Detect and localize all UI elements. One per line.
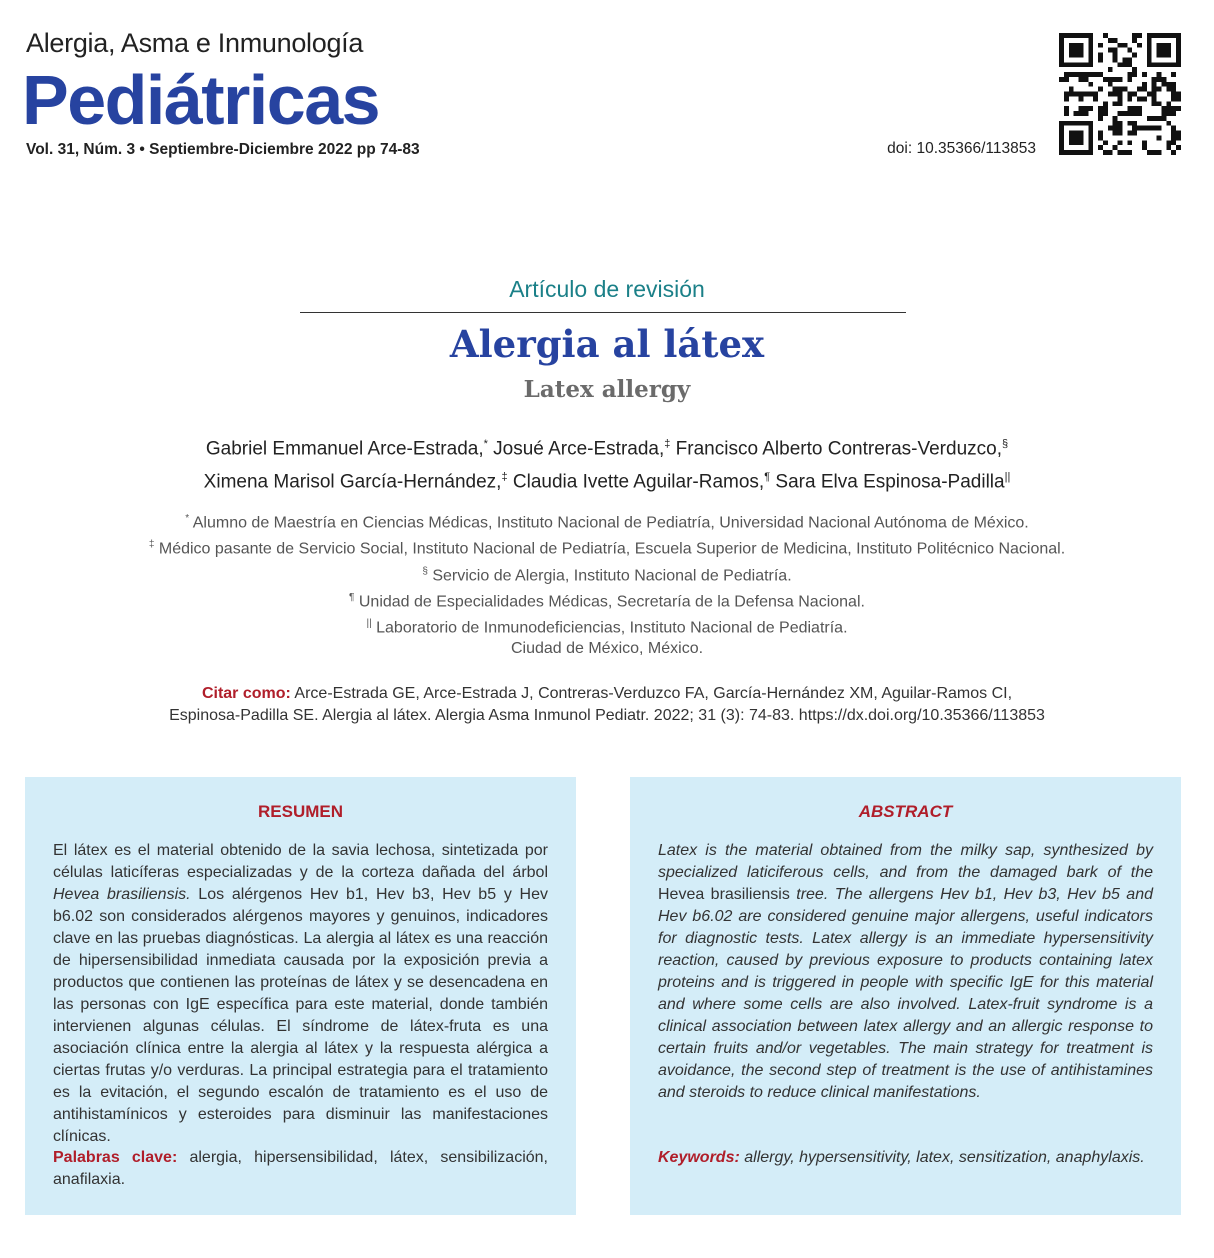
abstract-text-part: Latex is the material obtained from the milky sap, synthesized by specialized laticiferous cells, and from the damaged bark of the: [658, 842, 1153, 881]
abstract-keywords: [658, 1147, 1153, 1169]
author-mark: ‡: [664, 438, 671, 450]
affiliation-item: [0, 534, 1214, 560]
city: Ciudad de México, México.: [510, 640, 704, 657]
affiliation-mark: *: [185, 513, 190, 524]
author-mark: ||: [1004, 471, 1011, 484]
abstract-box: [630, 777, 1181, 1215]
affiliation-text: Unidad de Especialidades Médicas, Secretaría de la Defensa Nacional.: [354, 593, 865, 611]
resumen-keywords: [53, 1147, 548, 1191]
author-list: [0, 430, 1214, 497]
author-line: [0, 430, 1214, 463]
article-title-english: Latex allergy: [523, 376, 691, 403]
resumen-text: [53, 840, 548, 1148]
keywords-text: alergia, hipersensibilidad, látex, sensibilización, anafilaxia.: [53, 1149, 548, 1188]
affiliation-item: [0, 613, 1214, 639]
author-mark: ¶: [764, 471, 771, 484]
affiliation-item: [0, 561, 1214, 587]
journal-subtitle: Alergia, Asma e Inmunología: [26, 28, 364, 58]
affiliation-text: Médico pasante de Servicio Social, Instituto Nacional de Pediatría, Escuela Superior de Medicina, Instituto Politécnico Nacional.: [154, 540, 1066, 558]
author-name: Josué Arce-Estrada,: [487, 438, 665, 460]
resumen-heading: RESUMEN: [257, 802, 343, 821]
qr-code-icon: [1059, 33, 1181, 155]
abstract-species: Hevea brasiliensis: [658, 886, 790, 903]
author-mark: *: [483, 438, 488, 450]
affiliation-item: [0, 508, 1214, 534]
affiliation-mark: §: [422, 565, 428, 577]
journal-title: Pediátricas: [22, 61, 380, 139]
citation-line: [0, 683, 1214, 705]
author-name: Sara Elva Espinosa-Padilla: [770, 471, 1005, 493]
citation-text: Arce-Estrada GE, Arce-Estrada J, Contreras-Verduzco FA, García-Hernández XM, Aguilar-Ramos CI,: [290, 685, 1013, 702]
resumen-species: Hevea brasiliensis.: [53, 886, 191, 903]
resumen-box: [25, 777, 576, 1215]
article-type: Artículo de revisión: [509, 276, 705, 302]
affiliation-mark: ‡: [148, 539, 155, 551]
keywords-label: Palabras clave:: [53, 1149, 178, 1166]
author-mark: ‡: [501, 471, 508, 484]
affiliation-list: [0, 508, 1214, 640]
author-mark: §: [1001, 438, 1009, 450]
keywords-label: Keywords:: [658, 1149, 740, 1166]
resumen-text-part: El látex es el material obtenido de la savia lechosa, sintetizada por células laticíferas especializadas y de la corteza dañada del árbol: [53, 842, 548, 881]
author-name: Gabriel Emmanuel Arce-Estrada,: [205, 438, 484, 460]
author-name: Claudia Ivette Aguilar-Ramos,: [507, 471, 765, 493]
abstract-text-part: tree. The allergens Hev b1, Hev b3, Hev b5 and Hev b6.02 are considered genuine major allergens, useful indicators for diagnostic tests. Latex allergy is an immediate hypersensitivity reaction, caused by previous exposure to products containing latex proteins and is triggered in people with specific IgE for this material and where some cells are also involved. Latex-fruit syndrome is a clinical association between latex allergy and an allergic response to certain fruits and/or vegetables. The main strategy for treatment is avoidance, the second step of treatment is the use of antihistamines and steroids to reduce clinical manifestations.: [658, 886, 1153, 1101]
abstract-text: [658, 840, 1153, 1104]
author-name: Francisco Alberto Contreras-Verduzco,: [670, 438, 1002, 460]
affiliation-text: Laboratorio de Inmunodeficiencias, Instituto Nacional de Pediatría.: [371, 619, 848, 637]
affiliation-mark: ||: [366, 618, 372, 630]
doi-text: doi: 10.35366/113853: [887, 140, 1036, 157]
article-title: Alergia al látex: [449, 322, 765, 366]
author-line: [0, 463, 1214, 496]
citation-label: Citar como:: [201, 685, 291, 702]
keywords-text: allergy, hypersensitivity, latex, sensitization, anaphylaxis.: [739, 1149, 1145, 1166]
resumen-text-part: Los alérgenos Hev b1, Hev b3, Hev b5 y Hev b6.02 son considerados alérgenos mayores y genuinos, indicadores clave en las pruebas diagnósticas. La alergia al látex es una reacción de hipersensibilidad inmediata causada por la exposición previa a productos que contienen las proteínas de látex y se desencadena en las personas con IgE específica para este material, donde también intervienen algunas células. El síndrome de látex-fruta es una asociación clínica entre la alergia al látex y la respuesta alérgica a ciertas frutas y/o verduras. La principal estrategia para el tratamiento es la evitación, el segundo escalón de tratamiento es el uso de antihistamínicos y esteroides para disminuir las manifestaciones clínicas.: [53, 886, 548, 1145]
affiliation-item: [0, 587, 1214, 613]
title-rule: [300, 312, 906, 313]
affiliation-text: Servicio de Alergia, Instituto Nacional de Pediatría.: [427, 566, 792, 584]
citation: [0, 683, 1214, 727]
affiliation-mark: ¶: [349, 591, 355, 603]
issue-info: Vol. 31, Núm. 3 • Septiembre-Diciembre 2022 pp 74-83: [26, 141, 420, 158]
citation-line[interactable]: Espinosa-Padilla SE. Alergia al látex. Alergia Asma Inmunol Pediatr. 2022; 31 (3): 74-83. https://dx.doi.org/10.35366/113853: [169, 707, 1045, 724]
affiliation-text: Alumno de Maestría en Ciencias Médicas, Instituto Nacional de Pediatría, Universidad Nacional Autónoma de México.: [189, 514, 1029, 532]
author-name: Ximena Marisol García-Hernández,: [203, 471, 502, 493]
abstract-heading: ABSTRACT: [858, 802, 953, 821]
